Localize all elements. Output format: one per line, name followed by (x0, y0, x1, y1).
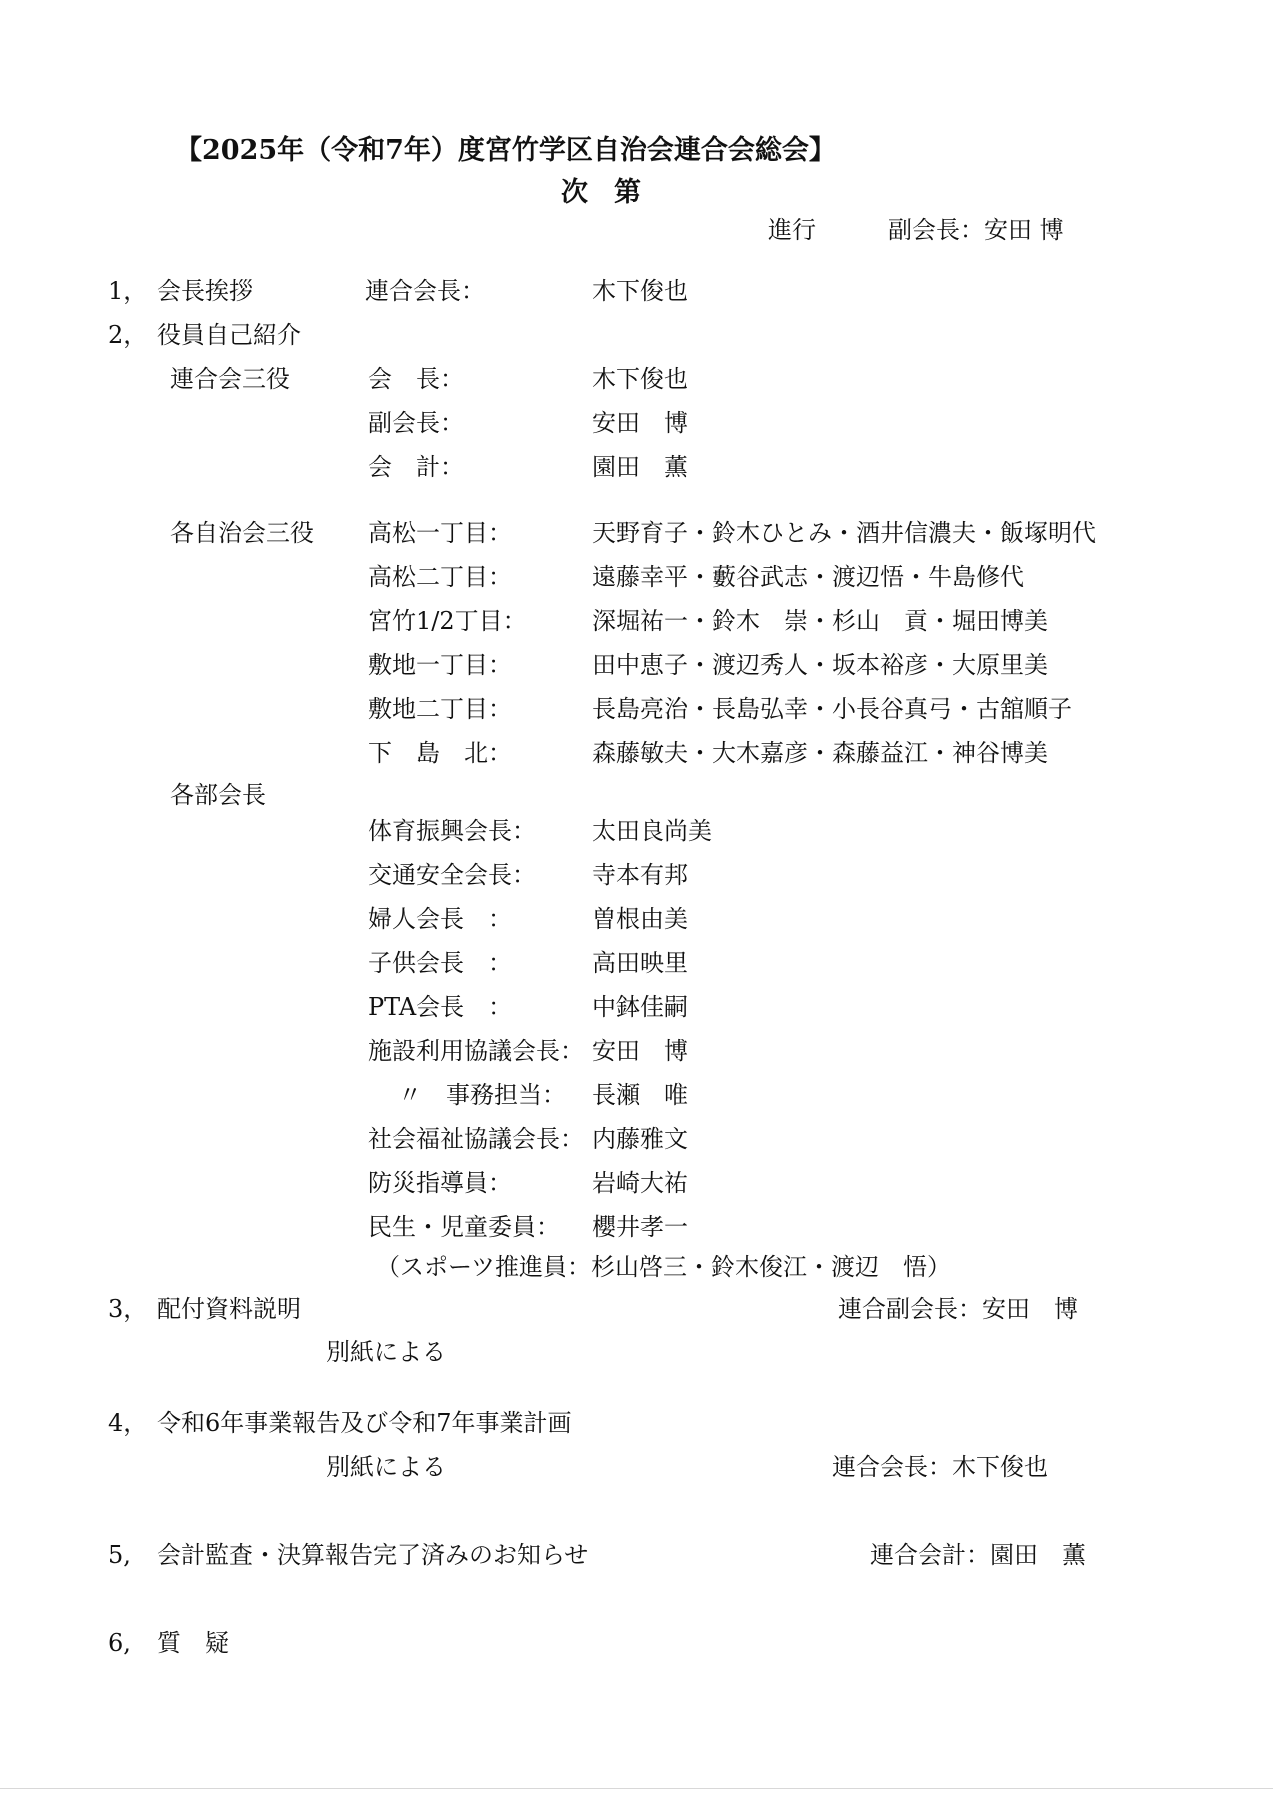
item1-role: 連合会長： (365, 277, 485, 305)
officer-role: 社会福祉協議会長： (368, 1125, 584, 1153)
item1-name: 木下俊也 (592, 277, 688, 305)
officer-role: 防災指導員： (368, 1169, 512, 1197)
officer-names: 中鉢佳嗣 (592, 993, 688, 1021)
officer-names: 高田映里 (592, 949, 688, 977)
officer-role: 高松一丁目： (368, 519, 512, 547)
item3-number: 3， (108, 1295, 148, 1323)
officer-role: 会 長： (368, 365, 464, 393)
officer-names: 園田 薫 (592, 453, 688, 481)
officer-role: PTA会長 ： (368, 993, 513, 1021)
officer-role: 敷地二丁目： (368, 695, 512, 723)
scan-edge-divider (0, 1788, 1273, 1789)
item4-note: 別紙による (326, 1453, 446, 1481)
officer-names: 内藤雅文 (592, 1125, 688, 1153)
item4-role: 連合会長：木下俊也 (832, 1453, 1048, 1481)
item3-role: 連合副会長：安田 博 (838, 1295, 1078, 1323)
item5-number: 5, (108, 1541, 131, 1569)
document-subtitle: 次第 (561, 177, 667, 208)
officer-names: 太田良尚美 (592, 817, 712, 845)
officer-names: 田中恵子・渡辺秀人・坂本裕彦・大原里美 (592, 651, 1048, 679)
item1-number: 1， (108, 277, 148, 305)
item2-number: 2， (108, 321, 148, 349)
officer-names: 木下俊也 (592, 365, 688, 393)
officer-names: 長島亮治・長島弘幸・小長谷真弓・古舘順子 (592, 695, 1072, 723)
document-title: 【2025年（令和7年）度宮竹学区自治会連合会総会】 (175, 135, 836, 166)
officer-names: 安田 博 (592, 409, 688, 437)
officer-role: 敷地一丁目： (368, 651, 512, 679)
officer-role: 副会長： (368, 409, 464, 437)
officer-names: 天野育子・鈴木ひとみ・酒井信濃夫・飯塚明代 (592, 519, 1096, 547)
officer-names: 深堀祐一・鈴木 崇・杉山 貢・堀田博美 (592, 607, 1048, 635)
officer-role: 子供会長 ： (368, 949, 512, 977)
item4-label: 令和6年事業報告及び令和7年事業計画 (157, 1409, 572, 1437)
officer-names: 森藤敏夫・大木嘉彦・森藤益江・神谷博美 (592, 739, 1048, 767)
officer-role: 民生・児童委員： (368, 1213, 560, 1241)
sports-promoter-note: （スポーツ推進員：杉山啓三・鈴木俊江・渡辺 悟） (376, 1253, 952, 1281)
item6-label: 質 疑 (157, 1629, 229, 1657)
officer-names: 長瀬 唯 (592, 1081, 688, 1109)
group-label: 各部会長 (170, 781, 266, 809)
officer-names: 寺本有邦 (592, 861, 688, 889)
officer-role: 下 島 北： (368, 739, 512, 767)
officer-role: 会 計： (368, 453, 464, 481)
officer-role: 〃 事務担当： (398, 1081, 566, 1109)
officer-names: 遠藤幸平・藪谷武志・渡辺悟・牛島修代 (592, 563, 1024, 591)
item1-label: 会長挨拶 (157, 277, 253, 305)
group-label: 各自治会三役 (170, 519, 314, 547)
item5-role: 連合会計：園田 薫 (870, 1541, 1086, 1569)
facilitator-label: 進行 (768, 216, 816, 244)
officer-names: 安田 博 (592, 1037, 688, 1065)
officer-names: 岩崎大祐 (592, 1169, 688, 1197)
officer-names: 櫻井孝一 (592, 1213, 688, 1241)
item3-note: 別紙による (326, 1338, 446, 1366)
item4-number: 4， (108, 1409, 148, 1437)
officer-role: 宮竹1/2丁目： (368, 607, 527, 635)
officer-role: 体育振興会長： (368, 817, 536, 845)
officer-role: 交通安全会長： (368, 861, 536, 889)
group-label: 連合会三役 (170, 365, 290, 393)
item6-number: 6, (108, 1629, 131, 1657)
item5-label: 会計監査・決算報告完了済みのお知らせ (157, 1541, 589, 1569)
officer-role: 高松二丁目： (368, 563, 512, 591)
officer-role: 婦人会長 ： (368, 905, 512, 933)
officer-names: 曽根由美 (592, 905, 688, 933)
officer-role: 施設利用協議会長： (368, 1037, 584, 1065)
facilitator-role: 副会長：安田 博 (888, 216, 1064, 244)
item2-label: 役員自己紹介 (157, 321, 301, 349)
item3-label: 配付資料説明 (157, 1295, 301, 1323)
